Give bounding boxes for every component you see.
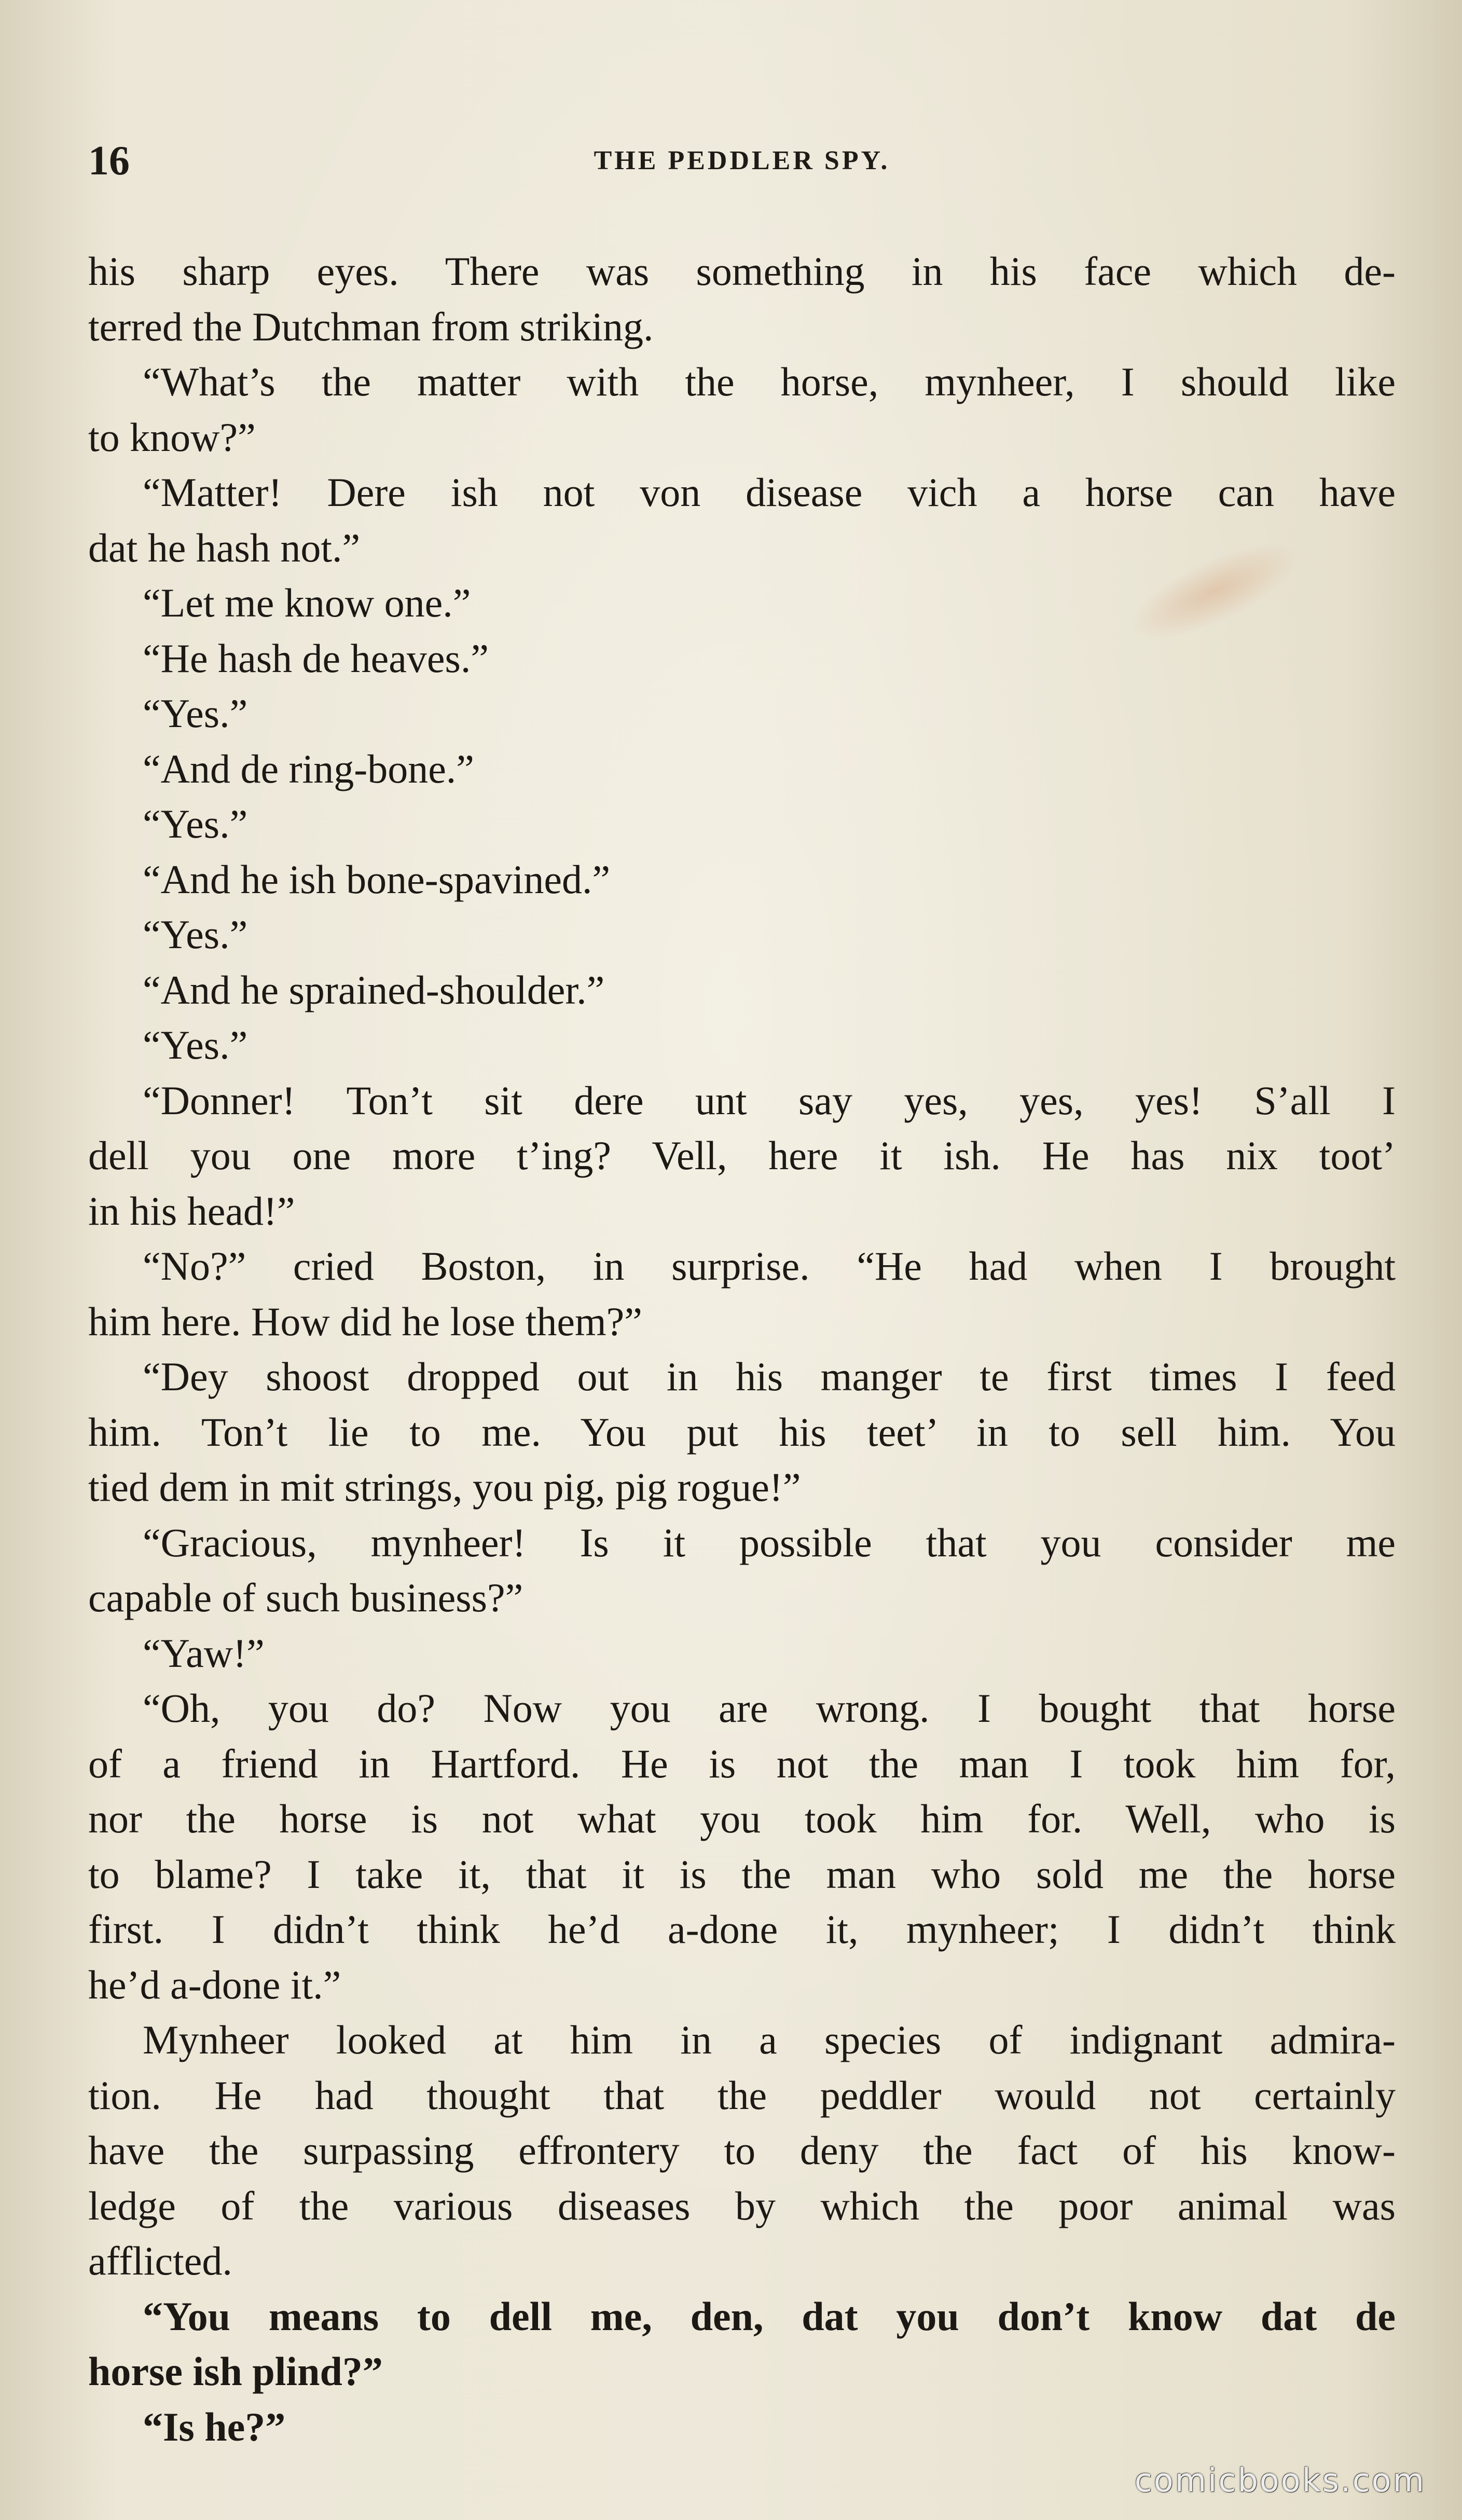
text-line: “Matter! Dere ish not von disease vich a horse can have: [143, 470, 1396, 515]
text-line: “Dey shoost dropped out in his manger te first times I feed: [143, 1354, 1396, 1399]
text-line: of a friend in Hartford. He is not the man I took him for,: [88, 1741, 1396, 1786]
watermark: comicbooks.com: [1134, 2461, 1426, 2499]
text-line: “No?” cried Boston, in surprise. “He had when I brought: [143, 1243, 1396, 1289]
text-line: “You means to dell me, den, dat you don’t know dat de: [143, 2293, 1396, 2339]
text-line: “Donner! Ton’t sit dere unt say yes, yes, yes! S’all I: [143, 1077, 1396, 1123]
text-line: “Let me know one.”: [143, 580, 471, 625]
text-line: dat he hash not.”: [88, 525, 361, 570]
text-line: nor the horse is not what you took him for. Well, who is: [88, 1796, 1396, 1841]
page-header: [88, 132, 1396, 189]
text-line: “Is he?”: [143, 2404, 286, 2449]
text-line: to know?”: [88, 414, 256, 460]
text-line: “Yaw!”: [143, 1630, 265, 1676]
text-line: “Yes.”: [143, 912, 248, 957]
text-line: “Gracious, mynheer! Is it possible that you consider me: [143, 1519, 1396, 1565]
text-line: his sharp eyes. There was something in his face which de-: [88, 249, 1396, 294]
text-line: “And de ring-bone.”: [143, 746, 474, 791]
text-line: have the surpassing effrontery to deny the fact of his know-: [88, 2128, 1396, 2173]
text-line: “Yes.”: [143, 1022, 248, 1067]
text-line: tied dem in mit strings, you pig, pig rogue!”: [88, 1464, 801, 1510]
text-line: “And he sprained-shoulder.”: [143, 967, 605, 1012]
text-line: “Yes.”: [143, 801, 248, 846]
text-line: first. I didn’t think he’d a-done it, mynheer; I didn’t think: [88, 1907, 1396, 1952]
text-line: “Yes.”: [143, 691, 248, 736]
text-line: “Oh, you do? Now you are wrong. I bought that horse: [143, 1686, 1396, 1731]
text-line: dell you one more t’ing? Vell, here it ish. He has nix toot’: [88, 1133, 1396, 1178]
text-line: “He hash de heaves.”: [143, 635, 489, 681]
page-number: 16: [88, 138, 130, 184]
running-head: THE PEDDLER SPY.: [594, 146, 890, 175]
text-line: him here. How did he lose them?”: [88, 1298, 642, 1344]
text-line: “What’s the matter with the horse, mynheer, I should like: [143, 359, 1396, 404]
text-line: “And he ish bone-spavined.”: [143, 856, 611, 902]
text-line: horse ish plind?”: [88, 2349, 383, 2394]
text-line: he’d a-done it.”: [88, 1962, 341, 2007]
text-line: to blame? I take it, that it is the man who sold me the horse: [88, 1851, 1396, 1897]
text-line: tion. He had thought that the peddler would not certainly: [88, 2072, 1396, 2118]
text-line: ledge of the various diseases by which the poor animal was: [88, 2183, 1396, 2228]
text-line: in his head!”: [88, 1188, 295, 1234]
body-text: [88, 244, 1396, 2455]
text-line: Mynheer looked at him in a species of indignant admira-: [143, 2017, 1396, 2062]
text-line: him. Ton’t lie to me. You put his teet’ in to sell him. You: [88, 1409, 1396, 1455]
text-line: capable of such business?”: [88, 1575, 523, 1620]
text-line: terred the Dutchman from striking.: [88, 304, 654, 349]
text-line: afflicted.: [88, 2238, 232, 2283]
